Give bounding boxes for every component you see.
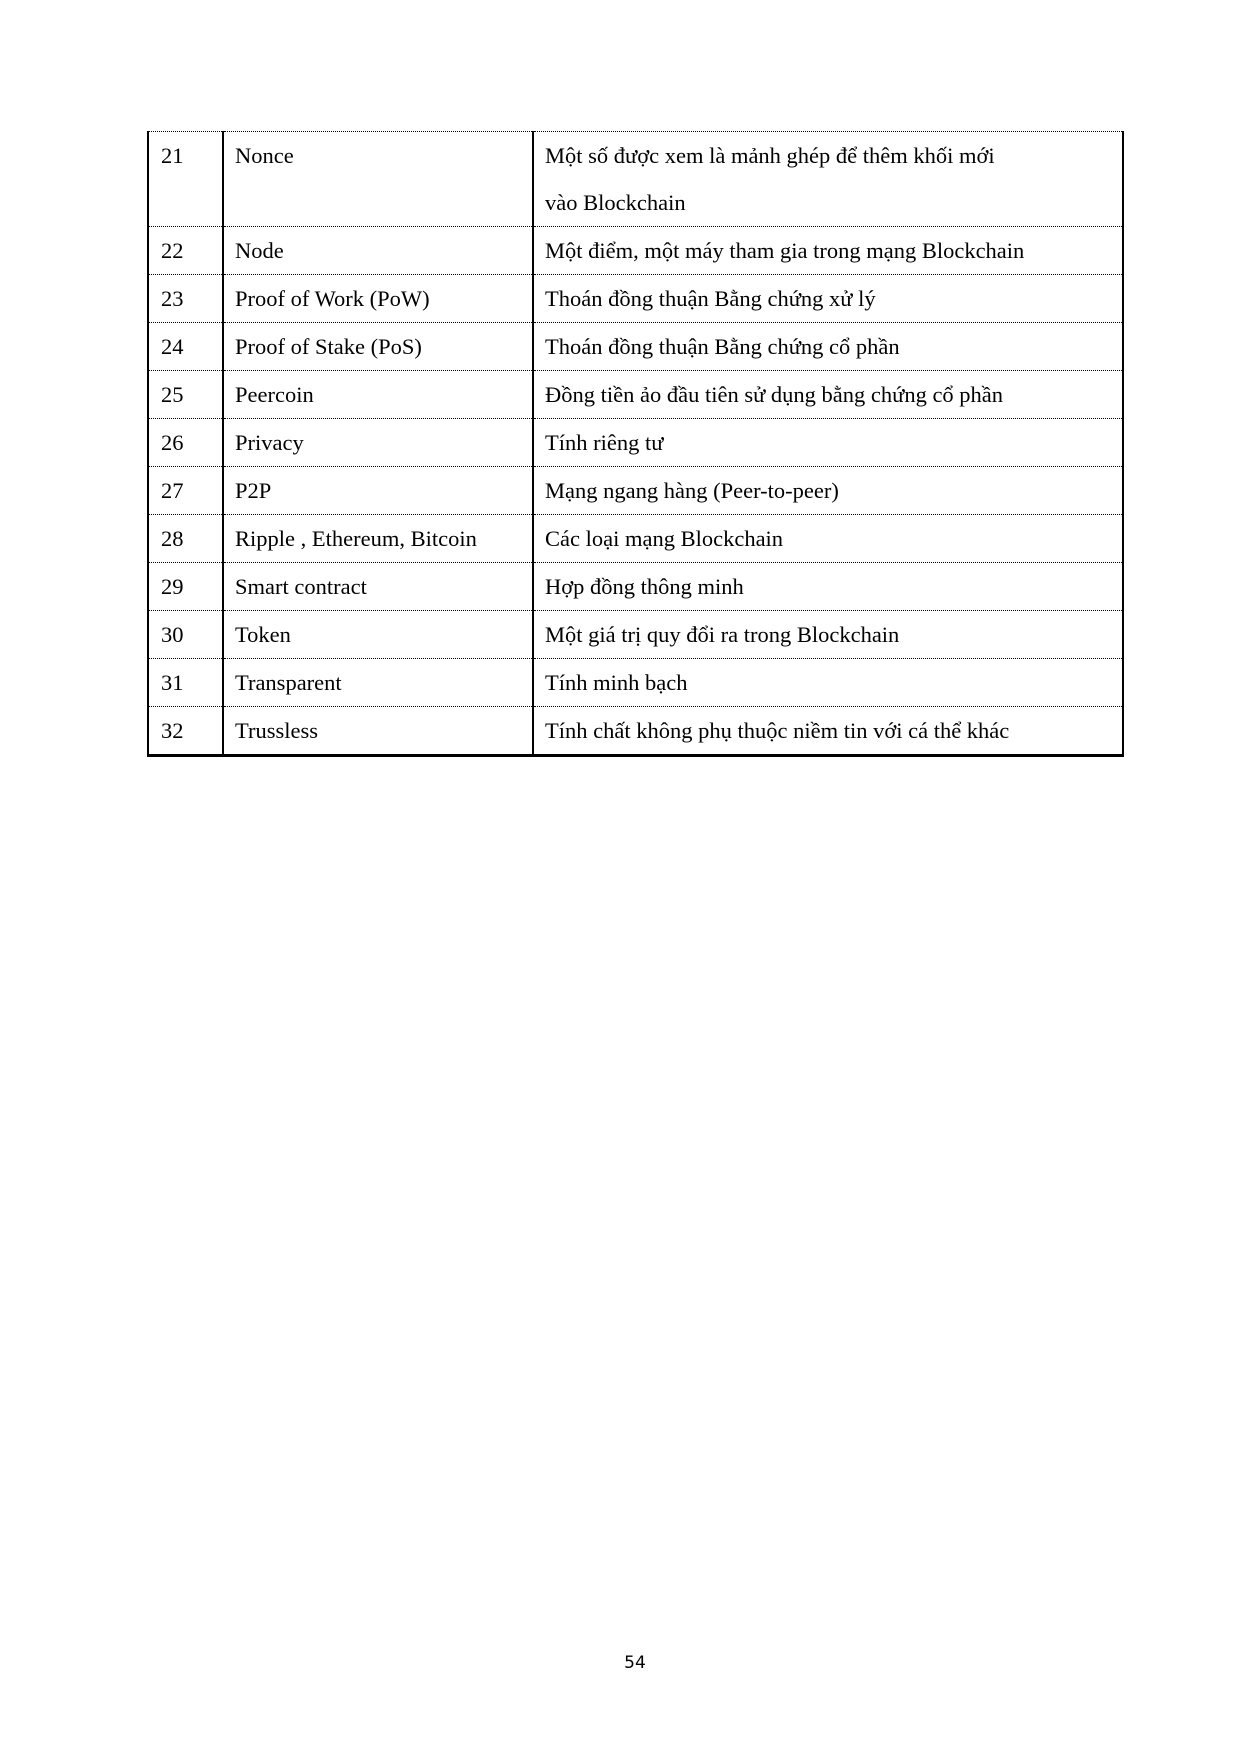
row-number: 26 bbox=[148, 419, 223, 467]
table-row bbox=[148, 275, 1123, 323]
row-number: 28 bbox=[148, 515, 223, 563]
row-number: 27 bbox=[148, 467, 223, 515]
table-row bbox=[148, 371, 1123, 419]
row-number: 30 bbox=[148, 611, 223, 659]
table-row bbox=[148, 707, 1123, 756]
description-cell: Tính chất không phụ thuộc niềm tin với cá thể khác bbox=[533, 707, 1123, 756]
row-number: 25 bbox=[148, 371, 223, 419]
table-row bbox=[148, 227, 1123, 275]
term-cell: P2P bbox=[223, 467, 533, 515]
table-row bbox=[148, 419, 1123, 467]
description-line: vào Blockchain bbox=[545, 190, 686, 215]
term-cell: Nonce bbox=[223, 132, 533, 227]
table-row bbox=[148, 467, 1123, 515]
term-cell: Peercoin bbox=[223, 371, 533, 419]
row-number: 22 bbox=[148, 227, 223, 275]
description-line: Một số được xem là mảnh ghép để thêm khối mới bbox=[545, 143, 995, 168]
term-cell: Proof of Stake (PoS) bbox=[223, 323, 533, 371]
term-cell: Trussless bbox=[223, 707, 533, 756]
table-row bbox=[148, 563, 1123, 611]
row-number: 32 bbox=[148, 707, 223, 756]
description-cell: Một điểm, một máy tham gia trong mạng Blockchain bbox=[533, 227, 1123, 275]
table-row bbox=[148, 611, 1123, 659]
table-row bbox=[148, 515, 1123, 563]
row-number: 21 bbox=[148, 132, 223, 227]
term-cell: Transparent bbox=[223, 659, 533, 707]
description-cell: Hợp đồng thông minh bbox=[533, 563, 1123, 611]
table-row bbox=[148, 323, 1123, 371]
page-number: 54 bbox=[624, 1653, 646, 1673]
table-row bbox=[148, 132, 1123, 227]
row-number: 24 bbox=[148, 323, 223, 371]
description-cell: Một giá trị quy đổi ra trong Blockchain bbox=[533, 611, 1123, 659]
glossary-table bbox=[147, 131, 1124, 757]
description-cell: Thoán đồng thuận Bằng chứng xử lý bbox=[533, 275, 1123, 323]
term-cell: Privacy bbox=[223, 419, 533, 467]
term-cell: Proof of Work (PoW) bbox=[223, 275, 533, 323]
row-number: 29 bbox=[148, 563, 223, 611]
description-cell: Đồng tiền ảo đầu tiên sử dụng bằng chứng cổ phần bbox=[533, 371, 1123, 419]
description-cell bbox=[533, 132, 1123, 227]
description-cell: Các loại mạng Blockchain bbox=[533, 515, 1123, 563]
term-cell: Token bbox=[223, 611, 533, 659]
term-cell: Ripple , Ethereum, Bitcoin bbox=[223, 515, 533, 563]
row-number: 31 bbox=[148, 659, 223, 707]
table-row bbox=[148, 659, 1123, 707]
term-cell: Node bbox=[223, 227, 533, 275]
row-number: 23 bbox=[148, 275, 223, 323]
term-cell: Smart contract bbox=[223, 563, 533, 611]
description-cell: Tính minh bạch bbox=[533, 659, 1123, 707]
description-cell: Thoán đồng thuận Bằng chứng cổ phần bbox=[533, 323, 1123, 371]
description-cell: Mạng ngang hàng (Peer-to-peer) bbox=[533, 467, 1123, 515]
description-cell: Tính riêng tư bbox=[533, 419, 1123, 467]
